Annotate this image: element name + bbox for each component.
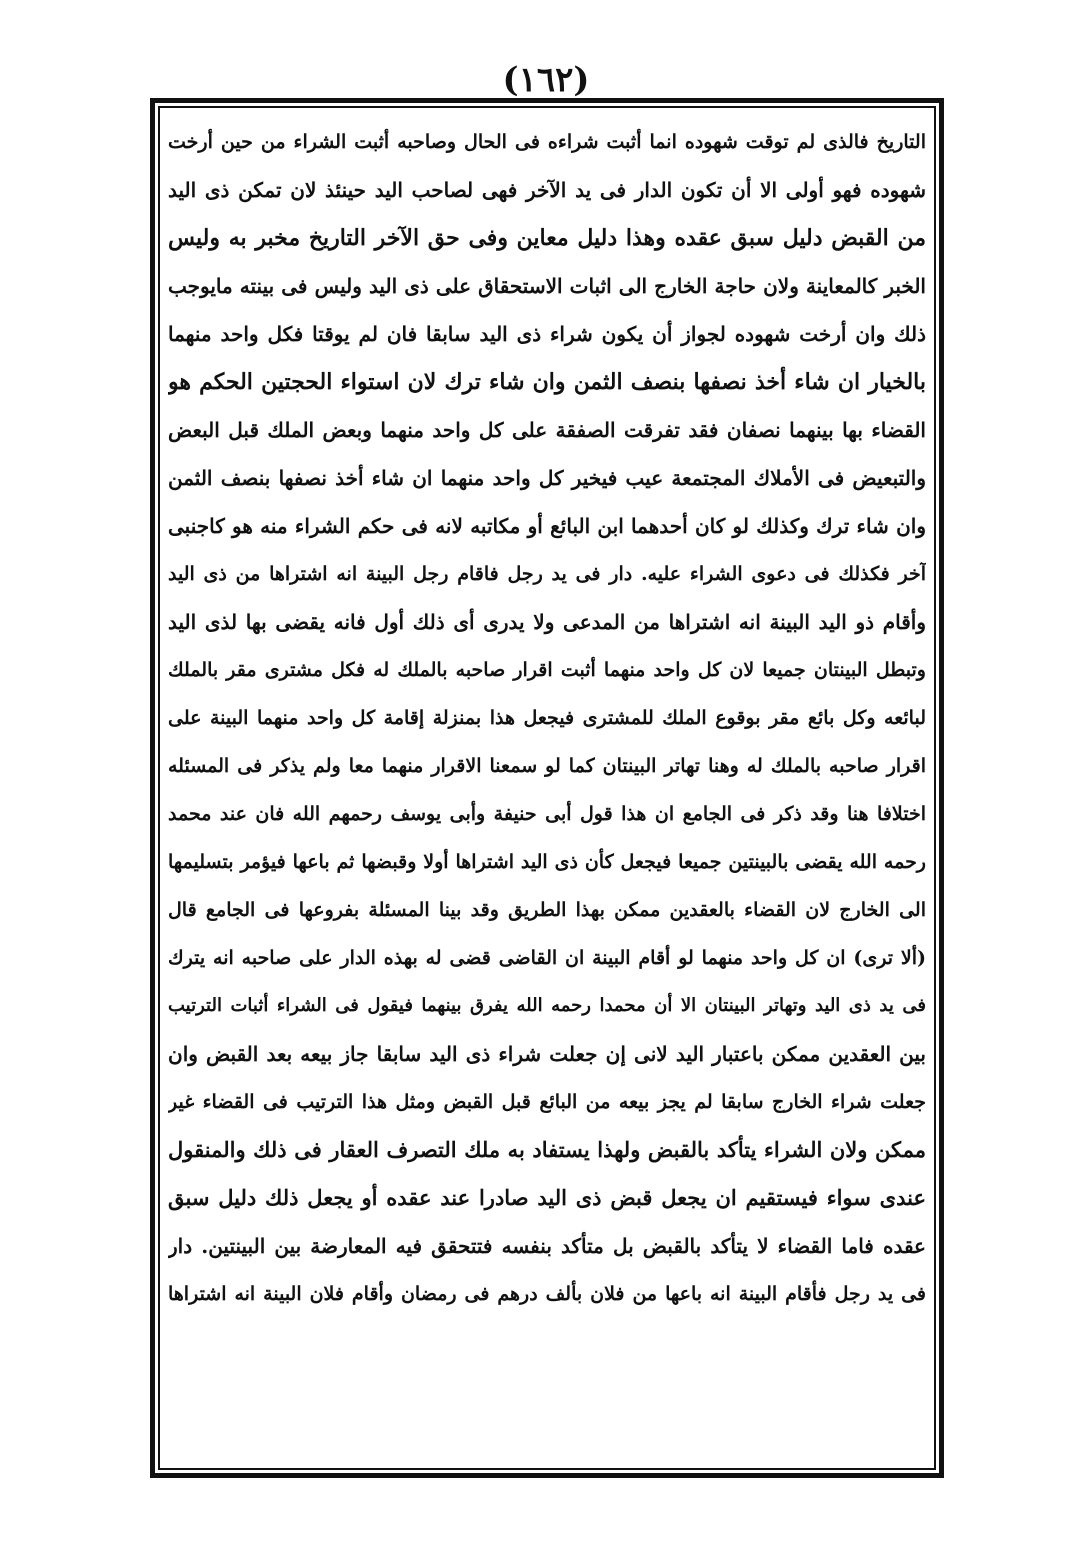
text-line: وتبطل البينتان جميعا لان كل واحد منهما أثبت اقرار صاحبه بالملك له فكل مشترى مقر بالملك <box>168 659 926 681</box>
text-line: رحمه الله يقضى بالبينتين جميعا فيجعل كأن ذى اليد اشتراها أولا وقبضها ثم باعها فيؤمر بتسليمها <box>168 851 926 873</box>
text-line: وان شاء ترك وكذلك لو كان أحدهما ابن البائع أو مكاتبه لانه فى حكم الشراء منه هو كاجنبى <box>168 514 926 538</box>
text-line: فى يد ذى اليد وتهاتر البينتان الا أن محمدا رحمه الله يفرق بينهما فيقول فى الشراء أثبات الترتيب <box>168 995 926 1016</box>
text-body <box>168 118 926 1460</box>
text-line: جعلت شراء الخارج سابقا لم يجز بيعه من البائع قبل القبض ومثل هذا الترتيب فى القضاء غير <box>168 1091 926 1113</box>
text-line: التاريخ فالذى لم توقت شهوده انما أثبت شراءه فى الحال وصاحبه أثبت الشراء من حين أرخت <box>168 131 926 153</box>
text-line: بالخيار ان شاء أخذ نصفها بنصف الثمن وان شاء ترك لان استواء الحجتين الحكم هو <box>168 369 926 395</box>
text-line: وأقام ذو اليد البينة انه اشتراها من المدعى ولا يدرى أى ذلك أول فانه يقضى بها لذى اليد <box>168 610 926 634</box>
text-line: لبائعه وكل بائع مقر بوقوع الملك للمشترى فيجعل هذا بمنزلة إقامة كل واحد منهما البينة على <box>168 707 926 729</box>
text-line: والتبعيض فى الأملاك المجتمعة عيب فيخير كل واحد منهما ان شاء أخذ نصفها بنصف الثمن <box>168 466 926 490</box>
text-line: اقرار صاحبه بالملك له وهنا تهاتر البينتان كما لو سمعنا الاقرار منهما معا ولم يذكر فى المسئله <box>168 755 926 777</box>
page-number: (١٦٢) <box>502 60 590 100</box>
text-line: بين العقدين ممكن باعتبار اليد لانى إن جعلت شراء ذى اليد سابقا جاز بيعه بعد القبض وان <box>168 1042 926 1066</box>
text-line: عندى سواء فيستقيم ان يجعل قبض ذى اليد صادرا عند عقده أو يجعل ذلك دليل سبق <box>168 1185 926 1210</box>
text-line: الى الخارج لان القضاء بالعقدين ممكن بهذا الطريق وقد بينا المسئلة بفروعها فى الجامع قال <box>168 899 926 921</box>
text-line: ذلك وان أرخت شهوده لجواز أن يكون شراء ذى اليد سابقا فان لم يوقتا فكل واحد منهما <box>168 322 926 346</box>
text-line: اختلافا هنا وقد ذكر فى الجامع ان هذا قول أبى حنيفة وأبى يوسف رحمهم الله فان عند محمد <box>168 803 926 825</box>
text-line: فى يد رجل فأقام البينة انه باعها من فلان بألف درهم فى رمضان وأقام فلان البينة انه اشتراها <box>168 1283 926 1305</box>
text-line: من القبض دليل سبق عقده وهذا دليل معاين وفى حق الآخر التاريخ مخبر به وليس <box>168 225 926 251</box>
text-line: الخبر كالمعاينة ولان حاجة الخارج الى اثبات الاستحقاق على ذى اليد وليس فى بينته مايوجب <box>168 274 926 298</box>
text-line: آخر فكذلك فى دعوى الشراء عليه. دار فى يد رجل فاقام رجل البينة انه اشتراها من ذى اليد <box>168 563 926 585</box>
text-line: القضاء بها بينهما نصفان فقد تفرقت الصفقة على كل واحد منهما وبعض الملك قبل البعض <box>168 418 926 442</box>
text-line: ممكن ولان الشراء يتأكد بالقبض ولهذا يستفاد به ملك التصرف العقار فى ذلك والمنقول <box>168 1137 926 1162</box>
text-line: عقده فاما القضاء لا يتأكد بالقبض بل متأكد بنفسه فتتحقق فيه المعارضة بين البينتين. دار <box>168 1234 926 1258</box>
text-line: (ألا ترى) ان كل واحد منهما لو أقام البينة ان القاضى قضى له بهذه الدار على صاحبه انه يترك <box>168 947 926 969</box>
text-line: شهوده فهو أولى الا أن تكون الدار فى يد الآخر فهى لصاحب اليد حينئذ لان تمكن ذى اليد <box>168 178 926 202</box>
